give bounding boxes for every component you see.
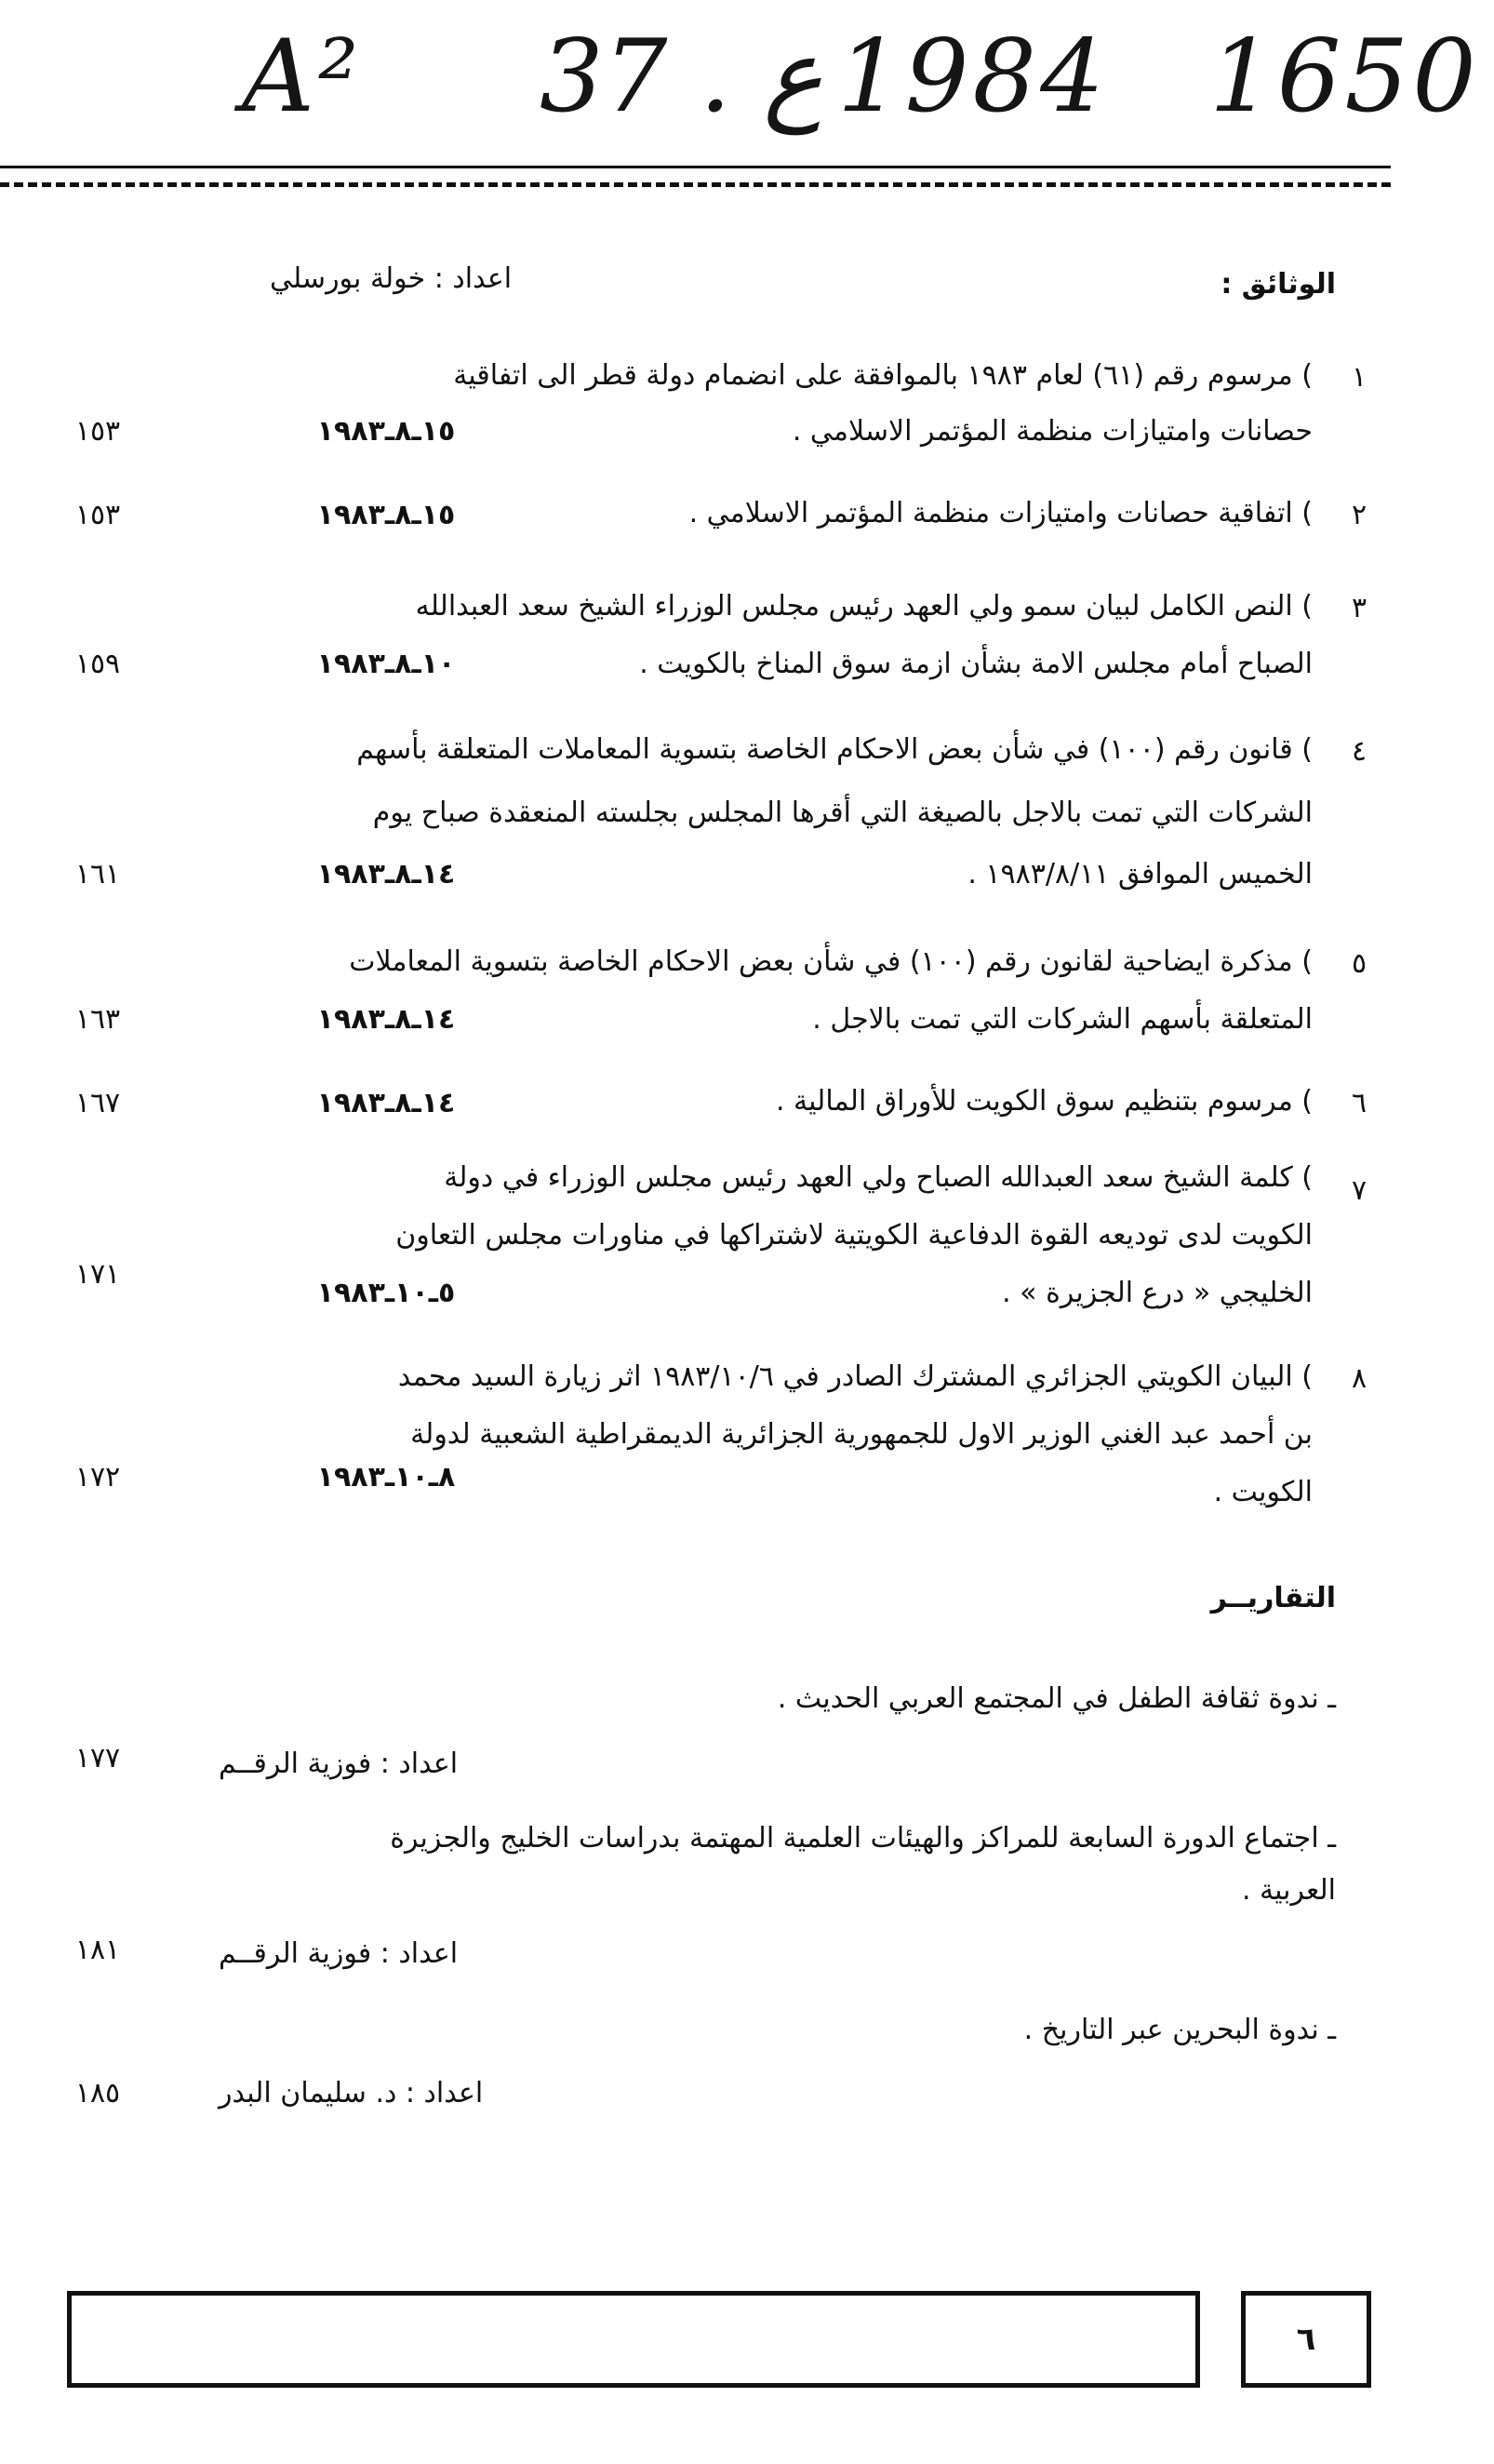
item-date: ٥ـ١٠ـ١٩٨٣ — [316, 1277, 456, 1309]
item-date: ١٠ـ٨ـ١٩٨٣ — [316, 648, 456, 680]
item-date: ١٤ـ٨ـ١٩٨٣ — [316, 858, 456, 891]
item-text-line: الشركات التي تمت بالاجل بالصيغة التي أقرها المجلس بجلسته المنعقدة صباح يوم — [372, 797, 1313, 829]
item-page: ١٦٣ — [74, 1003, 121, 1036]
handwritten-mark-1: A² — [242, 19, 363, 135]
item-page: ١٦١ — [74, 858, 121, 891]
item-text-line: حصانات وامتيازات منظمة المؤتمر الاسلامي . — [792, 415, 1313, 448]
item-number: ٦ — [1351, 1087, 1367, 1119]
report-title-line: ـ اجتماع الدورة السابعة للمراكز والهيئات العلمية المهتمة بدراسات الخليج والجزيرة — [390, 1822, 1336, 1855]
footer-page-number: ٦ — [1241, 2291, 1371, 2388]
item-text-line: الخليجي « درع الجزيرة » . — [1002, 1277, 1313, 1309]
item-date: ١٥ـ٨ـ١٩٨٣ — [316, 499, 456, 531]
item-text-line: بن أحمد عبد الغني الوزير الاول للجمهورية الجزائرية الديمقراطية الشعبية لدولة — [410, 1418, 1313, 1451]
handwritten-mark-4: 1650 — [1209, 19, 1480, 135]
report-prepared-by: اعداد : فوزية الرقــم — [219, 1937, 459, 1970]
handwritten-mark-2: 37 . ع — [540, 19, 823, 135]
item-number: ٢ — [1351, 499, 1367, 531]
item-date: ١٤ـ٨ـ١٩٨٣ — [316, 1087, 456, 1119]
item-number: ٤ — [1351, 735, 1367, 768]
item-text-line: ) مذكرة ايضاحية لقانون رقم (١٠٠) في شأن بعض الاحكام الخاصة بتسوية المعاملات — [349, 945, 1313, 978]
item-number: ١ — [1351, 361, 1367, 394]
item-text-line: ) اتفاقية حصانات وامتيازات منظمة المؤتمر الاسلامي . — [688, 497, 1313, 529]
item-text-line: ) مرسوم رقم (٦١) لعام ١٩٨٣ بالموافقة على انضمام دولة قطر الى اتفاقية — [453, 359, 1313, 392]
item-text-line: الخميس الموافق ١٩٨٣/٨/١١ . — [967, 858, 1313, 891]
item-page: ١٧٢ — [74, 1461, 121, 1493]
report-title-line: ـ ندوة ثقافة الطفل في المجتمع العربي الحديث . — [777, 1682, 1336, 1715]
handwritten-mark-3: 1984 — [837, 19, 1108, 135]
item-text-line: الكويت لدى توديعه القوة الدفاعية الكويتية لاشتراكها في مناورات مجلس التعاون — [395, 1219, 1313, 1252]
item-page: ١٧١ — [74, 1258, 121, 1291]
item-page: ١٥٣ — [74, 415, 121, 448]
item-text-line: ) قانون رقم (١٠٠) في شأن بعض الاحكام الخاصة بتسوية المعاملات المتعلقة بأسهم — [356, 733, 1313, 766]
item-text-line: الكويت . — [1213, 1476, 1313, 1508]
item-date: ٨ـ١٠ـ١٩٨٣ — [316, 1461, 456, 1493]
item-text-line: المتعلقة بأسهم الشركات التي تمت بالاجل . — [812, 1003, 1313, 1036]
item-text-line: الصباح أمام مجلس الامة بشأن ازمة سوق المناخ بالكويت . — [639, 648, 1313, 680]
report-prepared-by: اعداد : فوزية الرقــم — [219, 1748, 459, 1780]
footer-empty-box — [67, 2291, 1200, 2388]
report-page: ١٨١ — [74, 1934, 121, 1966]
documents-title: الوثائق : — [1221, 268, 1336, 301]
item-number: ٨ — [1351, 1362, 1367, 1395]
item-text-line: ) كلمة الشيخ سعد العبدالله الصباح ولي العهد رئيس مجلس الوزراء في دولة — [444, 1161, 1313, 1194]
item-number: ٥ — [1351, 947, 1367, 980]
item-date: ١٤ـ٨ـ١٩٨٣ — [316, 1003, 456, 1036]
item-number: ٧ — [1351, 1174, 1367, 1207]
report-prepared-by: اعداد : د. سليمان البدر — [219, 2077, 484, 2109]
documents-prepared-by: اعداد : خولة بورسلي — [270, 262, 513, 295]
report-page: ١٧٧ — [74, 1742, 121, 1774]
report-title-line: ـ ندوة البحرين عبر التاريخ . — [1023, 2014, 1336, 2046]
item-page: ١٥٩ — [74, 648, 121, 680]
item-page: ١٦٧ — [74, 1087, 121, 1119]
item-date: ١٥ـ٨ـ١٩٨٣ — [316, 415, 456, 448]
item-page: ١٥٣ — [74, 499, 121, 531]
item-text-line: ) النص الكامل لبيان سمو ولي العهد رئيس مجلس الوزراء الشيخ سعد العبدالله — [415, 590, 1313, 623]
item-number: ٣ — [1351, 592, 1367, 624]
item-text-line: ) مرسوم بتنظيم سوق الكويت للأوراق المالية . — [775, 1085, 1313, 1118]
reports-title: التقاريــر — [1210, 1582, 1336, 1614]
item-text-line: ) البيان الكويتي الجزائري المشترك الصادر في ١٩٨٣/١٠/٦ اثر زيارة السيد محمد — [397, 1360, 1313, 1393]
report-title-line: العربية . — [1241, 1874, 1336, 1907]
report-page: ١٨٥ — [74, 2077, 121, 2109]
